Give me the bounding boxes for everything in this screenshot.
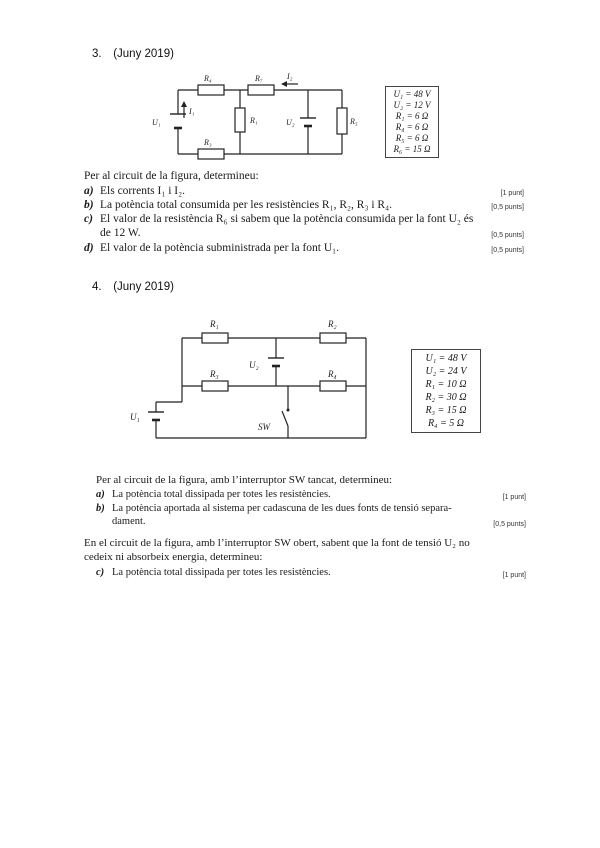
- question-text-continued: de 12 W.: [100, 227, 141, 239]
- arrow-up-icon: [181, 101, 187, 107]
- question-text: El valor de la resistència R₆ si sabem que la potència consumida per la font U₂ és: [100, 213, 474, 225]
- label-r-top-left: R₄: [204, 74, 212, 83]
- source-u2: [300, 118, 316, 126]
- problem-number: 3.: [92, 48, 102, 60]
- question-points: [1 punt]: [502, 494, 526, 501]
- resistor-r4: [198, 85, 224, 95]
- label-source-1: U₁: [130, 412, 140, 422]
- value-line: R₄ = 6 Ω: [395, 122, 429, 132]
- value-line: R₁ = 10 Ω: [425, 379, 467, 390]
- question-label: b): [84, 199, 94, 211]
- resistor-r3: [198, 149, 224, 159]
- question-label: c): [96, 567, 105, 578]
- source-u1: [148, 412, 164, 420]
- label-r-top-right: R₂: [328, 319, 337, 329]
- question-4b: [96, 502, 526, 528]
- resistor-r5: [337, 108, 347, 134]
- problem-title: (Juny 2019): [113, 281, 174, 293]
- question-text: La potència total dissipada per totes les resistències.: [112, 567, 331, 578]
- question-text: La potència total dissipada per totes les resistències.: [112, 489, 331, 500]
- resistor-r2: [320, 333, 346, 343]
- value-line: R₅ = 6 Ω: [395, 133, 429, 143]
- label-r-top-left: R₁: [210, 319, 219, 329]
- intro-open-line-2: cedeix ni absorbeix energia, determineu:: [84, 551, 263, 563]
- question-label: c): [84, 213, 93, 225]
- value-line: U₁ = 48 V: [393, 89, 431, 99]
- value-line: U₂ = 12 V: [393, 100, 431, 110]
- values-box-4: [411, 349, 481, 433]
- question-4c: [96, 566, 526, 579]
- question-text: La potència total consumida per les resistències R₁, R₂, R₃ i R₄.: [100, 199, 392, 211]
- label-source-1: U₁: [152, 118, 161, 127]
- question-3b: [84, 198, 524, 212]
- question-text: El valor de la potència subministrada per la font U₁.: [100, 242, 340, 254]
- label-r-mid-right: R₄: [328, 369, 337, 379]
- value-line: R₃ = 15 Ω: [425, 405, 467, 416]
- label-r-mid-left: R₃: [210, 369, 219, 379]
- problem-4-heading: [92, 281, 174, 293]
- problem-4-intro-closed: Per al circuit de la figura, amb l’interruptor SW tancat, determineu:: [96, 474, 393, 486]
- problem-number: 4.: [92, 281, 102, 293]
- resistor-r4: [320, 381, 346, 391]
- source-u2: [268, 358, 284, 366]
- question-3a: [84, 184, 524, 198]
- problem-title: (Juny 2019): [113, 48, 174, 60]
- resistor-r1: [202, 333, 228, 343]
- value-line: R₁ = 6 Ω: [395, 111, 429, 121]
- question-text: La potència aportada al sistema per cadascuna de les dues fonts de tensió separa-: [112, 503, 452, 514]
- question-points: [1 punt]: [502, 572, 526, 579]
- question-points: [0,5 punts]: [491, 247, 524, 254]
- values-box-3: [385, 86, 439, 158]
- label-r-top-right: R₇: [255, 74, 263, 83]
- problem-3-heading: [92, 48, 174, 60]
- question-points: [0,5 punts]: [493, 521, 526, 528]
- switch-contact-icon: [287, 409, 290, 412]
- question-points: [0,5 punts]: [491, 204, 524, 211]
- label-source-2: U₂: [286, 118, 295, 127]
- problem-3-intro: Per al circuit de la figura, determineu:: [84, 170, 259, 182]
- question-points: [1 punt]: [500, 190, 524, 197]
- label-current-2: I₂: [287, 72, 293, 81]
- question-text: Els corrents I₁ i I₂.: [100, 185, 185, 197]
- question-label: d): [84, 242, 94, 254]
- value-line: U₂ = 24 V: [425, 366, 467, 377]
- resistor-r3: [202, 381, 228, 391]
- label-current-1: I₁: [189, 107, 195, 116]
- value-line: R₂ = 30 Ω: [425, 392, 467, 403]
- value-line: R₆ = 15 Ω: [393, 144, 431, 154]
- question-points: [0,5 punts]: [491, 232, 524, 239]
- question-3c: [84, 212, 524, 240]
- circuit-diagram-3: [140, 66, 380, 166]
- resistor-r1: [235, 108, 245, 132]
- question-label: a): [84, 185, 94, 197]
- question-3d: [84, 241, 524, 255]
- label-switch: SW: [258, 422, 270, 432]
- question-label: b): [96, 503, 105, 514]
- circuit-diagram-4: [120, 310, 390, 460]
- arrow-left-icon: [281, 81, 287, 87]
- value-line: R₄ = 5 Ω: [427, 418, 465, 429]
- problem-4-intro-open: [84, 536, 470, 564]
- question-label: a): [96, 489, 105, 500]
- intro-open-line-1: En el circuit de la figura, amb l’interruptor SW obert, sabent que la font de tensió U₂ no: [84, 537, 470, 549]
- value-line: U₁ = 48 V: [425, 353, 467, 364]
- label-source-2: U₂: [249, 360, 259, 370]
- label-r-middle: R₁: [250, 116, 258, 125]
- question-4a: [96, 488, 526, 501]
- label-r-bottom: R₃: [204, 138, 212, 147]
- label-r-right: R₅: [350, 117, 358, 126]
- question-text-continued: dament.: [112, 516, 146, 527]
- resistor-r7: [248, 85, 274, 95]
